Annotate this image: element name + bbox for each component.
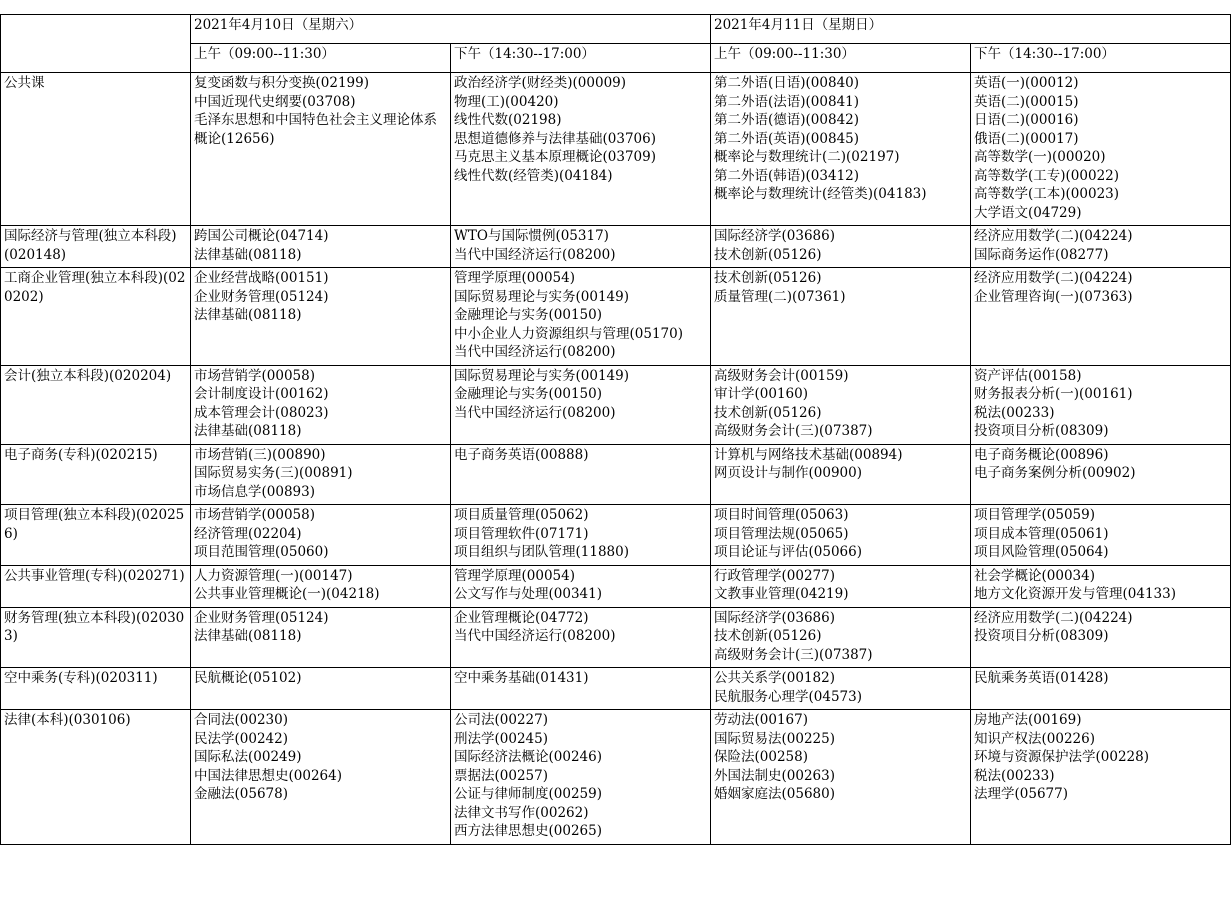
course-entry: 金融理论与实务(00150) [454,307,602,323]
course-entry: 劳动法(00167) [714,712,808,728]
course-entry: 市场信息学(00893) [194,483,315,500]
course-entry: 项目质量管理(05062) [454,507,589,523]
date-header-day2: 2021年4月11日（星期日） [711,15,1231,44]
course-entry: 经济应用数学(二)(04224) [974,228,1133,244]
exam-slot-cell [451,565,711,607]
date-header-day1: 2021年4月10日（星期六） [191,15,711,44]
major-name-cell: 工商企业管理(独立本科段)(020202) [1,268,191,366]
course-entry: 民法学(00242) [194,730,288,747]
course-entry: 项目组织与团队管理(11880) [454,544,629,560]
course-entry: 公司法(00227) [454,712,548,728]
course-entry: 公文写作与处理(00341) [454,586,602,602]
major-name-cell: 财务管理(独立本科段)(020303) [1,607,191,668]
course-entry: 电子商务案例分析(00902) [974,465,1136,481]
course-entry: 环境与资源保护法学(00228) [974,749,1149,765]
schedule-row [1,226,1231,268]
course-entry: 经济管理(02204) [194,525,302,542]
course-entry: 高级财务会计(三)(07387) [714,646,873,663]
major-name-cell: 公共课 [1,73,191,226]
course-entry: 文教事业管理(04219) [714,586,849,602]
course-entry: 中国近现代史纲要(03708) [194,93,356,110]
exam-slot-cell [451,668,711,710]
course-entry: 日语(二)(00016) [974,112,1079,128]
exam-slot-cell [711,226,971,268]
major-name-cell: 公共事业管理(专科)(020271) [1,565,191,607]
course-entry: 技术创新(05126) [714,404,822,421]
exam-slot-cell [451,444,711,505]
exam-slot-cell [191,668,451,710]
course-entry: 刑法学(00245) [454,730,548,747]
course-entry: 马克思主义基本原理概论(03709) [454,149,656,165]
course-entry: 计算机与网络技术基础(00894) [714,446,903,463]
course-entry: 公共事业管理概论(一)(04218) [194,586,380,602]
course-entry: 婚姻家庭法(05680) [714,786,835,802]
course-entry: 民航乘务英语(01428) [974,670,1109,686]
slot-header-day1-am: 上午（09:00--11:30） [191,44,451,73]
exam-slot-cell [711,365,971,444]
course-entry: 空中乘务基础(01431) [454,670,589,686]
course-entry: 电子商务英语(00888) [454,446,589,463]
course-entry: 企业管理咨询(一)(07363) [974,288,1133,305]
course-entry: 中小企业人力资源组织与管理(05170) [454,325,683,342]
exam-slot-cell [711,73,971,226]
course-entry: 市场营销学(00058) [194,367,315,384]
course-entry: 当代中国经济运行(08200) [454,404,616,421]
course-entry: 国际商务运作(08277) [974,246,1109,263]
exam-slot-cell [451,710,711,845]
exam-slot-cell [971,365,1231,444]
course-entry: 物理(工)(00420) [454,93,559,110]
course-entry: 民航服务心理学(04573) [714,688,862,705]
course-entry: 概率论与数理统计(经管类)(04183) [714,186,927,202]
schedule-row [1,668,1231,710]
course-entry: 国际贸易理论与实务(00149) [454,288,629,305]
exam-slot-cell [191,565,451,607]
exam-slot-cell [191,365,451,444]
course-entry: 第二外语(德语)(00842) [714,112,860,128]
course-entry: 线性代数(经管类)(04184) [454,167,613,184]
course-entry: 高等数学(工本)(00023) [974,186,1120,202]
course-entry: 中国法律思想史(00264) [194,767,342,784]
course-entry: 企业经营战略(00151) [194,270,329,286]
course-entry: 知识产权法(00226) [974,730,1095,747]
exam-slot-cell [191,710,451,845]
course-entry: 法律基础(08118) [194,246,302,263]
course-entry: WTO与国际惯例(05317) [454,228,609,244]
course-entry: 思想道德修养与法律基础(03706) [454,130,656,147]
exam-slot-cell [971,226,1231,268]
course-entry: 电子商务概论(00896) [974,446,1109,463]
schedule-row [1,365,1231,444]
exam-slot-cell [971,268,1231,366]
course-entry: 公共关系学(00182) [714,670,835,686]
course-entry: 俄语(二)(00017) [974,130,1079,147]
major-name-cell: 项目管理(独立本科段)(020256) [1,505,191,566]
schedule-row [1,565,1231,607]
course-entry: 国际经济学(03686) [714,609,835,626]
exam-slot-cell [711,668,971,710]
course-entry: 高等数学(一)(00020) [974,149,1106,165]
schedule-row [1,444,1231,505]
course-entry: 企业管理概论(04772) [454,609,589,626]
schedule-row [1,268,1231,366]
course-entry: 社会学概论(00034) [974,567,1095,584]
exam-slot-cell [191,444,451,505]
slot-header-day1-pm: 下午（14:30--17:00） [451,44,711,73]
exam-slot-cell [191,607,451,668]
course-entry: 政治经济学(财经类)(00009) [454,75,627,91]
exam-slot-cell [711,710,971,845]
course-entry: 质量管理(二)(07361) [714,288,846,305]
course-entry: 复变函数与积分变换(02199) [194,75,369,91]
course-entry: 英语(二)(00015) [974,93,1079,110]
exam-slot-cell [711,607,971,668]
course-entry: 投资项目分析(08309) [974,628,1109,644]
exam-slot-cell [971,444,1231,505]
exam-slot-cell [971,565,1231,607]
course-entry: 金融理论与实务(00150) [454,386,602,402]
course-entry: 法律基础(08118) [194,628,302,644]
major-name-cell: 会计(独立本科段)(020204) [1,365,191,444]
exam-slot-cell [451,365,711,444]
course-entry: 高级财务会计(三)(07387) [714,423,873,439]
exam-slot-cell [971,73,1231,226]
course-entry: 房地产法(00169) [974,712,1082,728]
course-entry: 当代中国经济运行(08200) [454,628,616,644]
exam-slot-cell [451,607,711,668]
exam-slot-cell [191,505,451,566]
course-entry: 项目范围管理(05060) [194,544,329,560]
course-entry: 高等数学(工专)(00022) [974,167,1120,184]
course-entry: 外国法制史(00263) [714,767,835,784]
course-entry: 企业财务管理(05124) [194,609,329,626]
course-entry: 金融法(05678) [194,786,288,802]
date-row [1,15,1231,44]
course-entry: 管理学原理(00054) [454,270,575,286]
course-entry: 票据法(00257) [454,767,548,784]
course-entry: 公证与律师制度(00259) [454,786,602,802]
exam-slot-cell [971,505,1231,566]
exam-slot-cell [711,565,971,607]
course-entry: 会计制度设计(00162) [194,386,329,402]
exam-slot-cell [451,73,711,226]
course-entry: 项目管理学(05059) [974,507,1095,523]
schedule-row [1,607,1231,668]
course-entry: 项目论证与评估(05066) [714,544,862,560]
course-entry: 第二外语(法语)(00841) [714,93,860,110]
schedule-header [1,15,1231,73]
course-entry: 经济应用数学(二)(04224) [974,609,1133,626]
exam-slot-cell [191,268,451,366]
course-entry: 线性代数(02198) [454,112,562,128]
course-entry: 跨国公司概论(04714) [194,228,329,244]
course-entry: 合同法(00230) [194,712,288,728]
course-entry: 资产评估(00158) [974,367,1082,384]
course-entry: 项目管理法规(05065) [714,525,849,542]
exam-slot-cell [191,226,451,268]
course-entry: 成本管理会计(08023) [194,404,329,421]
course-entry: 毛泽东思想和中国特色社会主义理论体系概论(12656) [194,112,437,147]
course-entry: 地方文化资源开发与管理(04133) [974,586,1176,602]
course-entry: 国际贸易法(00225) [714,730,835,747]
course-entry: 当代中国经济运行(08200) [454,344,616,360]
major-name-cell: 空中乘务(专科)(020311) [1,668,191,710]
exam-slot-cell [971,607,1231,668]
course-entry: 项目管理软件(07171) [454,525,589,542]
course-entry: 项目成本管理(05061) [974,525,1109,542]
exam-slot-cell [451,505,711,566]
major-name-cell: 法律(本科)(030106) [1,710,191,845]
course-entry: 法律基础(08118) [194,423,302,439]
course-entry: 审计学(00160) [714,386,808,402]
course-entry: 保险法(00258) [714,749,808,765]
course-entry: 行政管理学(00277) [714,567,835,584]
course-entry: 税法(00233) [974,767,1055,784]
exam-slot-cell [451,268,711,366]
slot-header-day2-am: 上午（09:00--11:30） [711,44,971,73]
course-entry: 高级财务会计(00159) [714,367,849,384]
exam-slot-cell [451,226,711,268]
course-entry: 国际贸易理论与实务(00149) [454,367,629,384]
course-entry: 第二外语(韩语)(03412) [714,167,860,184]
course-entry: 网页设计与制作(00900) [714,465,862,481]
schedule-row [1,710,1231,845]
course-entry: 第二外语(日语)(00840) [714,75,860,91]
course-entry: 西方法律思想史(00265) [454,823,602,839]
course-entry: 第二外语(英语)(00845) [714,130,860,147]
course-entry: 技术创新(05126) [714,246,822,263]
slot-header-day2-pm: 下午（14:30--17:00） [971,44,1231,73]
schedule-row [1,73,1231,226]
exam-slot-cell [711,268,971,366]
course-entry: 大学语文(04729) [974,204,1082,221]
course-entry: 管理学原理(00054) [454,567,575,584]
major-header-cell [1,15,191,73]
course-entry: 税法(00233) [974,404,1055,421]
course-entry: 项目风险管理(05064) [974,544,1109,560]
course-entry: 法理学(05677) [974,786,1068,802]
course-entry: 国际经济法概论(00246) [454,749,602,765]
course-entry: 国际贸易实务(三)(00891) [194,465,353,481]
exam-slot-cell [711,505,971,566]
course-entry: 经济应用数学(二)(04224) [974,270,1133,286]
major-name-cell: 国际经济与管理(独立本科段)(020148) [1,226,191,268]
exam-slot-cell [711,444,971,505]
exam-schedule-table [0,14,1231,845]
course-entry: 国际经济学(03686) [714,228,835,244]
course-entry: 概率论与数理统计(二)(02197) [714,149,900,165]
course-entry: 法律文书写作(00262) [454,804,589,821]
exam-slot-cell [191,73,451,226]
course-entry: 项目时间管理(05063) [714,507,849,523]
course-entry: 技术创新(05126) [714,628,822,644]
course-entry: 民航概论(05102) [194,670,302,686]
exam-slot-cell [971,710,1231,845]
course-entry: 英语(一)(00012) [974,75,1079,91]
schedule-body [1,73,1231,845]
exam-slot-cell [971,668,1231,710]
course-entry: 当代中国经济运行(08200) [454,246,616,263]
course-entry: 法律基础(08118) [194,307,302,323]
schedule-row [1,505,1231,566]
course-entry: 技术创新(05126) [714,270,822,286]
major-name-cell: 电子商务(专科)(020215) [1,444,191,505]
course-entry: 国际私法(00249) [194,749,302,765]
course-entry: 企业财务管理(05124) [194,288,329,305]
course-entry: 财务报表分析(一)(00161) [974,386,1133,402]
course-entry: 市场营销(三)(00890) [194,446,326,463]
course-entry: 市场营销学(00058) [194,507,315,523]
course-entry: 人力资源管理(一)(00147) [194,567,353,584]
course-entry: 投资项目分析(08309) [974,423,1109,439]
